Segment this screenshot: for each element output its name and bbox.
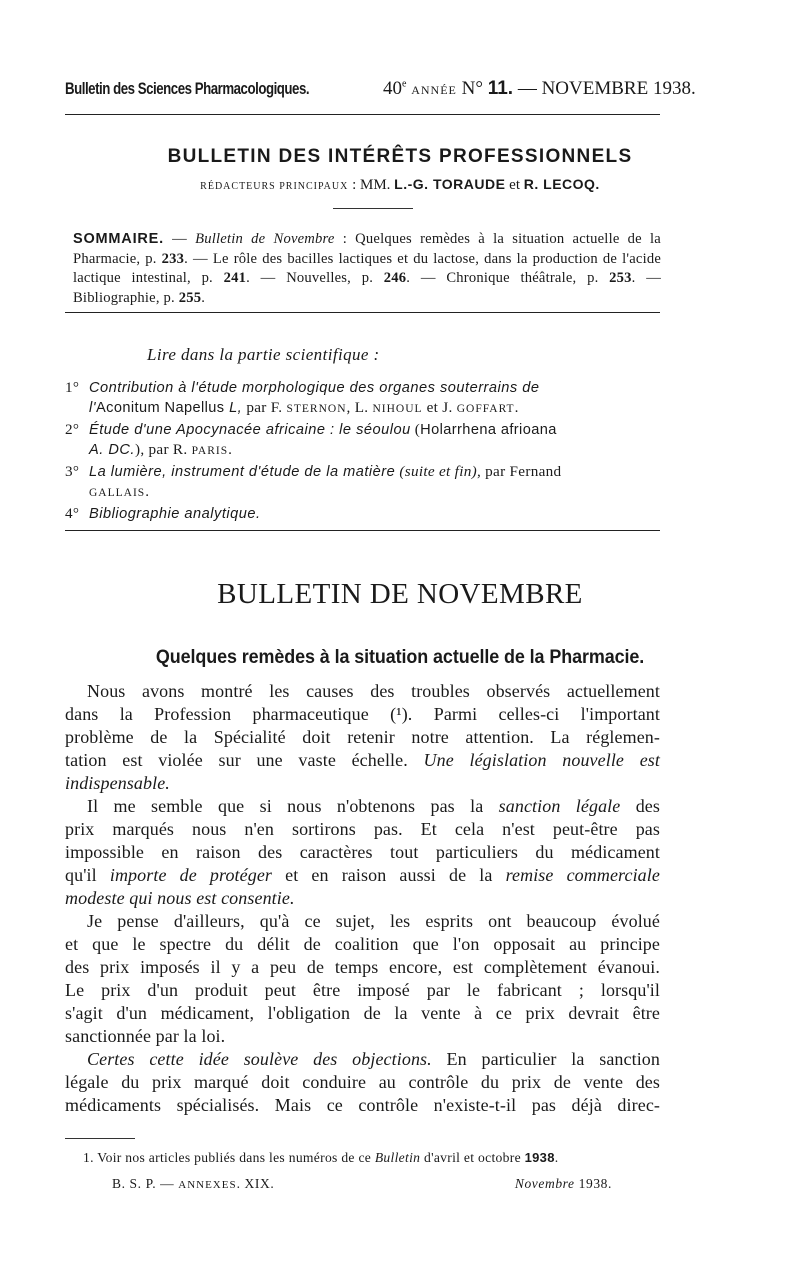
sommaire-text-6: . (201, 289, 206, 306)
editor-2: R. LECOQ. (523, 176, 600, 192)
item-author: PARIS (191, 445, 229, 457)
running-header (65, 78, 696, 102)
lire-heading: Lire dans la partie scientifique : (147, 345, 380, 364)
list-item (65, 462, 663, 503)
sommaire-bulletin: Bulletin de Novembre (195, 231, 335, 247)
text-line (65, 1048, 660, 1071)
text-line (65, 795, 660, 818)
item-mid: , L. (346, 399, 373, 416)
text-line: Le prix d'un produit peut être imposé par le fabricant ; lorsqu'il (65, 980, 660, 1000)
year-number: 40 (383, 78, 402, 99)
item-title: Bibliographie analytique. (89, 506, 261, 522)
text-run-italic: remise commerciale (505, 865, 660, 885)
item-end: . (514, 399, 519, 416)
text-line (65, 887, 660, 910)
item-number: 2° (65, 421, 80, 438)
article-body (65, 680, 660, 1117)
sommaire-page-5: 255 (178, 289, 202, 306)
year-sup: e (402, 78, 407, 90)
issue-number: 11. (487, 78, 514, 99)
list-item (65, 378, 663, 419)
item-number: 1° (65, 379, 80, 396)
item-mid: et J. (422, 399, 457, 416)
editors-and: et (505, 177, 524, 193)
paragraph (65, 680, 660, 795)
item-species-auth: L, (224, 400, 243, 416)
footnote-year: 1938 (524, 1150, 555, 1165)
text-line: sanctionnée par la loi. (65, 1026, 226, 1046)
text-run: et en raison aussi de la (272, 865, 506, 885)
sommaire-text-5: . — Bibliographie, p. (73, 270, 661, 306)
sommaire-text-1: : Quelques remèdes à la situation actuelle de la Pharmacie, p. (73, 231, 661, 267)
list-item (65, 504, 663, 524)
sommaire-page-3: 246 (383, 270, 407, 286)
item-species: Aconitum Napellus (96, 400, 225, 416)
main-title: BULLETIN DE NOVEMBRE (217, 578, 583, 610)
text-line (65, 772, 660, 795)
article-title: Quelques remèdes à la situation actuelle de la Pharmacie. (155, 646, 645, 668)
footnote-mid: d'avril et octobre (420, 1150, 525, 1165)
text-run-italic: Certes cette idée soulève des objections. (87, 1049, 432, 1069)
text-run-italic: sanction légale (498, 796, 621, 816)
sommaire-page-4: 253 (609, 270, 632, 286)
sommaire-text-2: . — Le rôle des bacilles lactiques et du lactose, dans la production de l'acide lactique intestinal, p. (73, 250, 662, 286)
sommaire (73, 230, 661, 308)
text-run: des (620, 796, 660, 816)
text-line: problème de la Spécialité doit retenir notre attention. La réglemen- (65, 727, 660, 747)
item-suite: (suite et fin) (395, 463, 477, 480)
footer-date (515, 1176, 612, 1192)
text-run: tation est violée sur une vaste échelle. (65, 750, 424, 770)
item-author: STERNON (286, 403, 347, 415)
item-end: . (145, 483, 150, 500)
item-species-auth: A. DC. (89, 442, 135, 458)
issue-prefix: N° (461, 78, 483, 99)
paragraph (65, 795, 660, 910)
journal-name: Bulletin des Sciences Pharmacologiques. (65, 79, 310, 98)
text-run: En particulier la sanction (431, 1049, 661, 1069)
item-author: GALLAIS (89, 487, 146, 499)
text-run-italic: indispensable. (65, 773, 170, 793)
item-number: 3° (65, 463, 80, 480)
sommaire-page-1: 233 (161, 250, 185, 267)
text-line: dans la Profession pharmaceutique (¹). Parmi celles-ci l'important (65, 704, 660, 724)
text-line: légale du prix marqué doit conduire au contrôle du prix de vente des (65, 1072, 660, 1092)
item-end: . (228, 441, 233, 458)
items-rule (65, 530, 660, 531)
text-run: Il me semble que si nous n'obtenons pas la (87, 796, 499, 816)
item-author: GOFFART (456, 403, 515, 415)
sommaire-page-2: 241 (223, 270, 247, 286)
sommaire-label: SOMMAIRE. (73, 231, 164, 247)
item-title-2: l' (89, 400, 97, 416)
item-by: , par Fernand (476, 463, 562, 480)
year-word: ANNÉE (411, 83, 457, 97)
footer-year: 1938. (574, 1176, 612, 1191)
footer-suffix: . XIX. (236, 1176, 275, 1191)
editor-1: L.-G. TORAUDE (394, 176, 506, 192)
footer-annexes: ANNEXES (178, 1179, 237, 1191)
text-line: Nous avons montré les causes des troubles observés actuellement (87, 681, 660, 701)
text-line: des prix imposés il y a peu de temps encore, est complètement évanoui. (65, 957, 660, 977)
sommaire-rule (65, 312, 660, 313)
text-run-italic: Une législation nouvelle est (423, 750, 660, 770)
item-number: 4° (65, 505, 80, 522)
footer-month: Novembre (514, 1176, 575, 1191)
footnote-text: 1. Voir nos articles publiés dans les numéros de ce (83, 1150, 375, 1165)
sommaire-dash: — (163, 231, 196, 247)
footnote-italic: Bulletin (374, 1150, 421, 1165)
item-paren: ( (410, 421, 421, 438)
text-run: qu'il (65, 865, 110, 885)
item-title: La lumière, instrument d'étude de la matière (89, 464, 396, 480)
item-title: Contribution à l'étude morphologique des organes souterrains de (89, 380, 540, 396)
footnote-end: . (554, 1150, 559, 1165)
item-title: Étude d'une Apocynacée africaine : le séoulou (89, 422, 411, 438)
paragraph (65, 910, 660, 1048)
text-line (65, 864, 660, 887)
issue-info (383, 78, 696, 100)
page-footer (112, 1176, 612, 1192)
section-title: BULLETIN DES INTÉRÊTS PROFESSIONNELS (167, 146, 633, 167)
text-line: Je pense d'ailleurs, qu'à ce sujet, les esprits ont beaucoup évolué (87, 911, 660, 931)
text-line: et que le spectre du délit de coalition que l'on opposait au principe (65, 934, 660, 954)
text-line: impossible en raison des caractères tout particuliers du médicament (65, 842, 660, 862)
footnote-rule (65, 1138, 135, 1139)
item-by: ), par R. (134, 441, 192, 458)
sommaire-text-3: . — Nouvelles, p. (246, 270, 384, 286)
item-by: par F. (242, 399, 287, 416)
editors-sep: : MM. (348, 177, 395, 193)
list-item (65, 420, 663, 461)
footer-prefix: B. S. P. — (112, 1176, 179, 1191)
sommaire-text-4: . — Chronique théâtrale, p. (406, 270, 610, 286)
short-rule (333, 208, 413, 209)
editors-line (0, 176, 800, 194)
editors-label: RÉDACTEURS PRINCIPAUX (200, 181, 349, 192)
text-run-italic: importe de protéger (109, 865, 273, 885)
text-line (65, 749, 660, 772)
issue-month: — NOVEMBRE 1938. (517, 78, 696, 99)
text-line: prix marqués nous n'en sortirons pas. Et cela n'est peut-être pas (65, 819, 660, 839)
item-author: NIHOUL (372, 403, 423, 415)
footnote (83, 1150, 661, 1166)
item-species: Holarrhena afrioana (420, 422, 557, 438)
text-line: s'agit d'un médicament, l'obligation de la vente à ce prix devrait être (65, 1003, 660, 1023)
header-rule (65, 114, 660, 115)
paragraph (65, 1048, 660, 1117)
text-line: médicaments spécialisés. Mais ce contrôle n'existe-t-il pas déjà direc- (65, 1095, 660, 1115)
text-run-italic: modeste qui nous est consentie. (65, 888, 295, 908)
